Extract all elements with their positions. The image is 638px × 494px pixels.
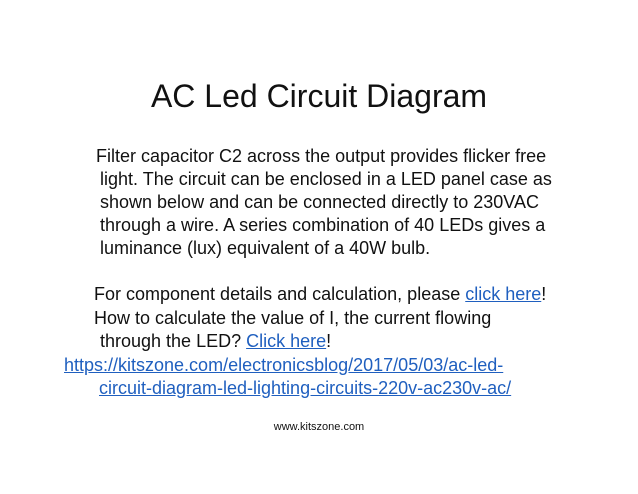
article-url[interactable] <box>64 354 511 400</box>
description-line: luminance (lux) equivalent of a 40W bulb. <box>100 238 431 258</box>
article-url-line[interactable]: https://kitszone.com/electronicsblog/2017/05/03/ac-led- <box>64 355 504 375</box>
description-line: Filter capacitor C2 across the output provides flicker free <box>96 146 547 166</box>
description-line: through a wire. A series combination of 40 LEDs gives a <box>100 215 546 235</box>
component-details-link[interactable]: click here <box>465 284 542 304</box>
current-calculation-line: How to calculate the value of I, the current flowing <box>94 308 492 328</box>
component-details-text: For component details and calculation, please <box>94 284 466 304</box>
current-calculation-end: ! <box>326 331 332 351</box>
current-calculation-link[interactable]: Click here <box>246 331 327 351</box>
current-calculation-line <box>94 330 491 353</box>
current-calculation-text: through the LED? <box>100 331 247 351</box>
description-line: light. The circuit can be enclosed in a LED panel case as <box>100 169 552 189</box>
component-details-paragraph <box>94 283 546 306</box>
description-paragraph <box>96 145 552 260</box>
slide-title: AC Led Circuit Diagram <box>150 78 488 114</box>
component-details-end: ! <box>541 284 547 304</box>
footer-website: www.kitszone.com <box>273 421 365 433</box>
article-url-line[interactable]: circuit-diagram-led-lighting-circuits-220v-ac230v-ac/ <box>99 378 512 398</box>
current-calculation-paragraph <box>94 307 491 353</box>
description-line: shown below and can be connected directly to 230VAC <box>100 192 539 212</box>
